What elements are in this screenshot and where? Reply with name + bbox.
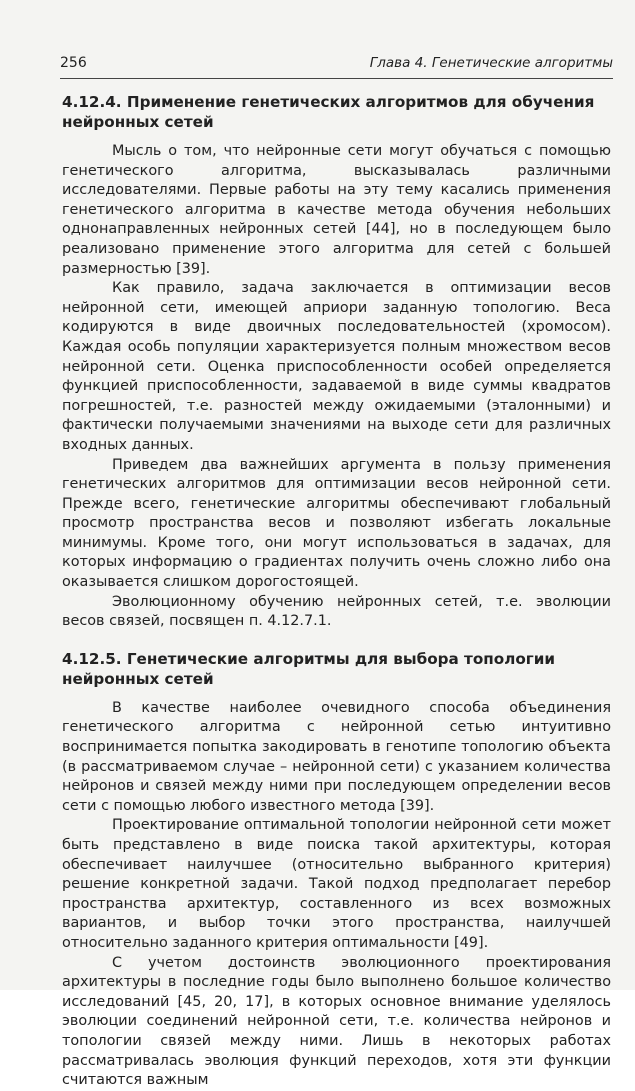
paragraph: Приведем два важнейших аргумента в пользу применения генетических алгоритмов для оптимизации весов нейронной сети. Прежде всего, генетические алгоритмы обеспечивают глобальный просмотр пространства весов и позволяют избегать локальные минимумы. Кроме того, они могут использоваться в задачах, для которых информацию о градиентах получить очень сложно либо она оказывается слишком дорогостоящей. — [62, 456, 611, 591]
paragraph: Эволюционному обучению нейронных сетей, т.е. эволюции весов связей, посвящен п. 4.12.7.1. — [62, 593, 611, 630]
section-title: 4.12.4. Применение генетических алгоритмов для обучения нейронных сетей — [62, 93, 595, 131]
paragraph: С учетом достоинств эволюционного проектирования архитектуры в последние годы было выполнено большое количество исследований [45, 20, 17], в которых основное внимание уделялось эволюции соединений нейронной сети, т.е. количества нейронов и топологии связей между ними. Лишь в некоторых работах рассматривалась эволюция функций переходов, хотя эти функции считаются важным — [62, 954, 611, 1089]
paragraph: Мысль о том, что нейронные сети могут обучаться с помощью генетического алгоритма, высказывалась различными исследователями. Первые работы на эту тему касались применения генетического алгоритма в качестве метода обучения небольших однонаправленных нейронных сетей [44], но в последующем было реализовано применение этого алгоритма для сетей с большей размерностью [39]. — [62, 143, 611, 277]
page-number: 256 — [60, 55, 87, 71]
paragraph: Как правило, задача заключается в оптимизации весов нейронной сети, имеющей априори заданную топологию. Веса кодируются в виде двоичных последовательностей (хромосом). Каждая особь популяции характеризуется полным множеством весов нейронной сети. Оценка приспособленности особей определяется функцией приспособленности, задаваемой в виде суммы квадратов погрешностей, т.е. разностей между ожидаемыми (эталонными) и фактически получаемыми значениями на выходе сети для различных входных данных. — [62, 280, 611, 453]
running-head — [60, 54, 613, 74]
section-title: 4.12.5. Генетические алгоритмы для выбора топологии нейронных сетей — [62, 649, 556, 688]
header-rule — [60, 78, 613, 79]
page-content — [62, 92, 611, 1091]
chapter-title: Глава 4. Генетические алгоритмы — [369, 55, 613, 71]
paragraph: В качестве наиболее очевидного способа объединения генетического алгоритма с нейронной сетью интуитивно воспринимается попытка закодировать в генотипе топологию объекта (в рассматриваемом случае – нейронной сети) с указанием количества нейронов и связей между ними при последующем определении весов сети с помощью любого известного метода [39]. — [62, 699, 611, 814]
paragraph: Проектирование оптимальной топологии нейронной сети может быть представлено в виде поиска такой архитектуры, которая обеспечивает наилучшее (относительно выбранного критерия) решение конкретной задачи. Такой подход предполагает перебор пространства архитектур, составленного из всех возможных вариантов, и выбор точки этого пространства, наилучшей относительно заданного критерия оптимальности [49]. — [62, 817, 611, 951]
